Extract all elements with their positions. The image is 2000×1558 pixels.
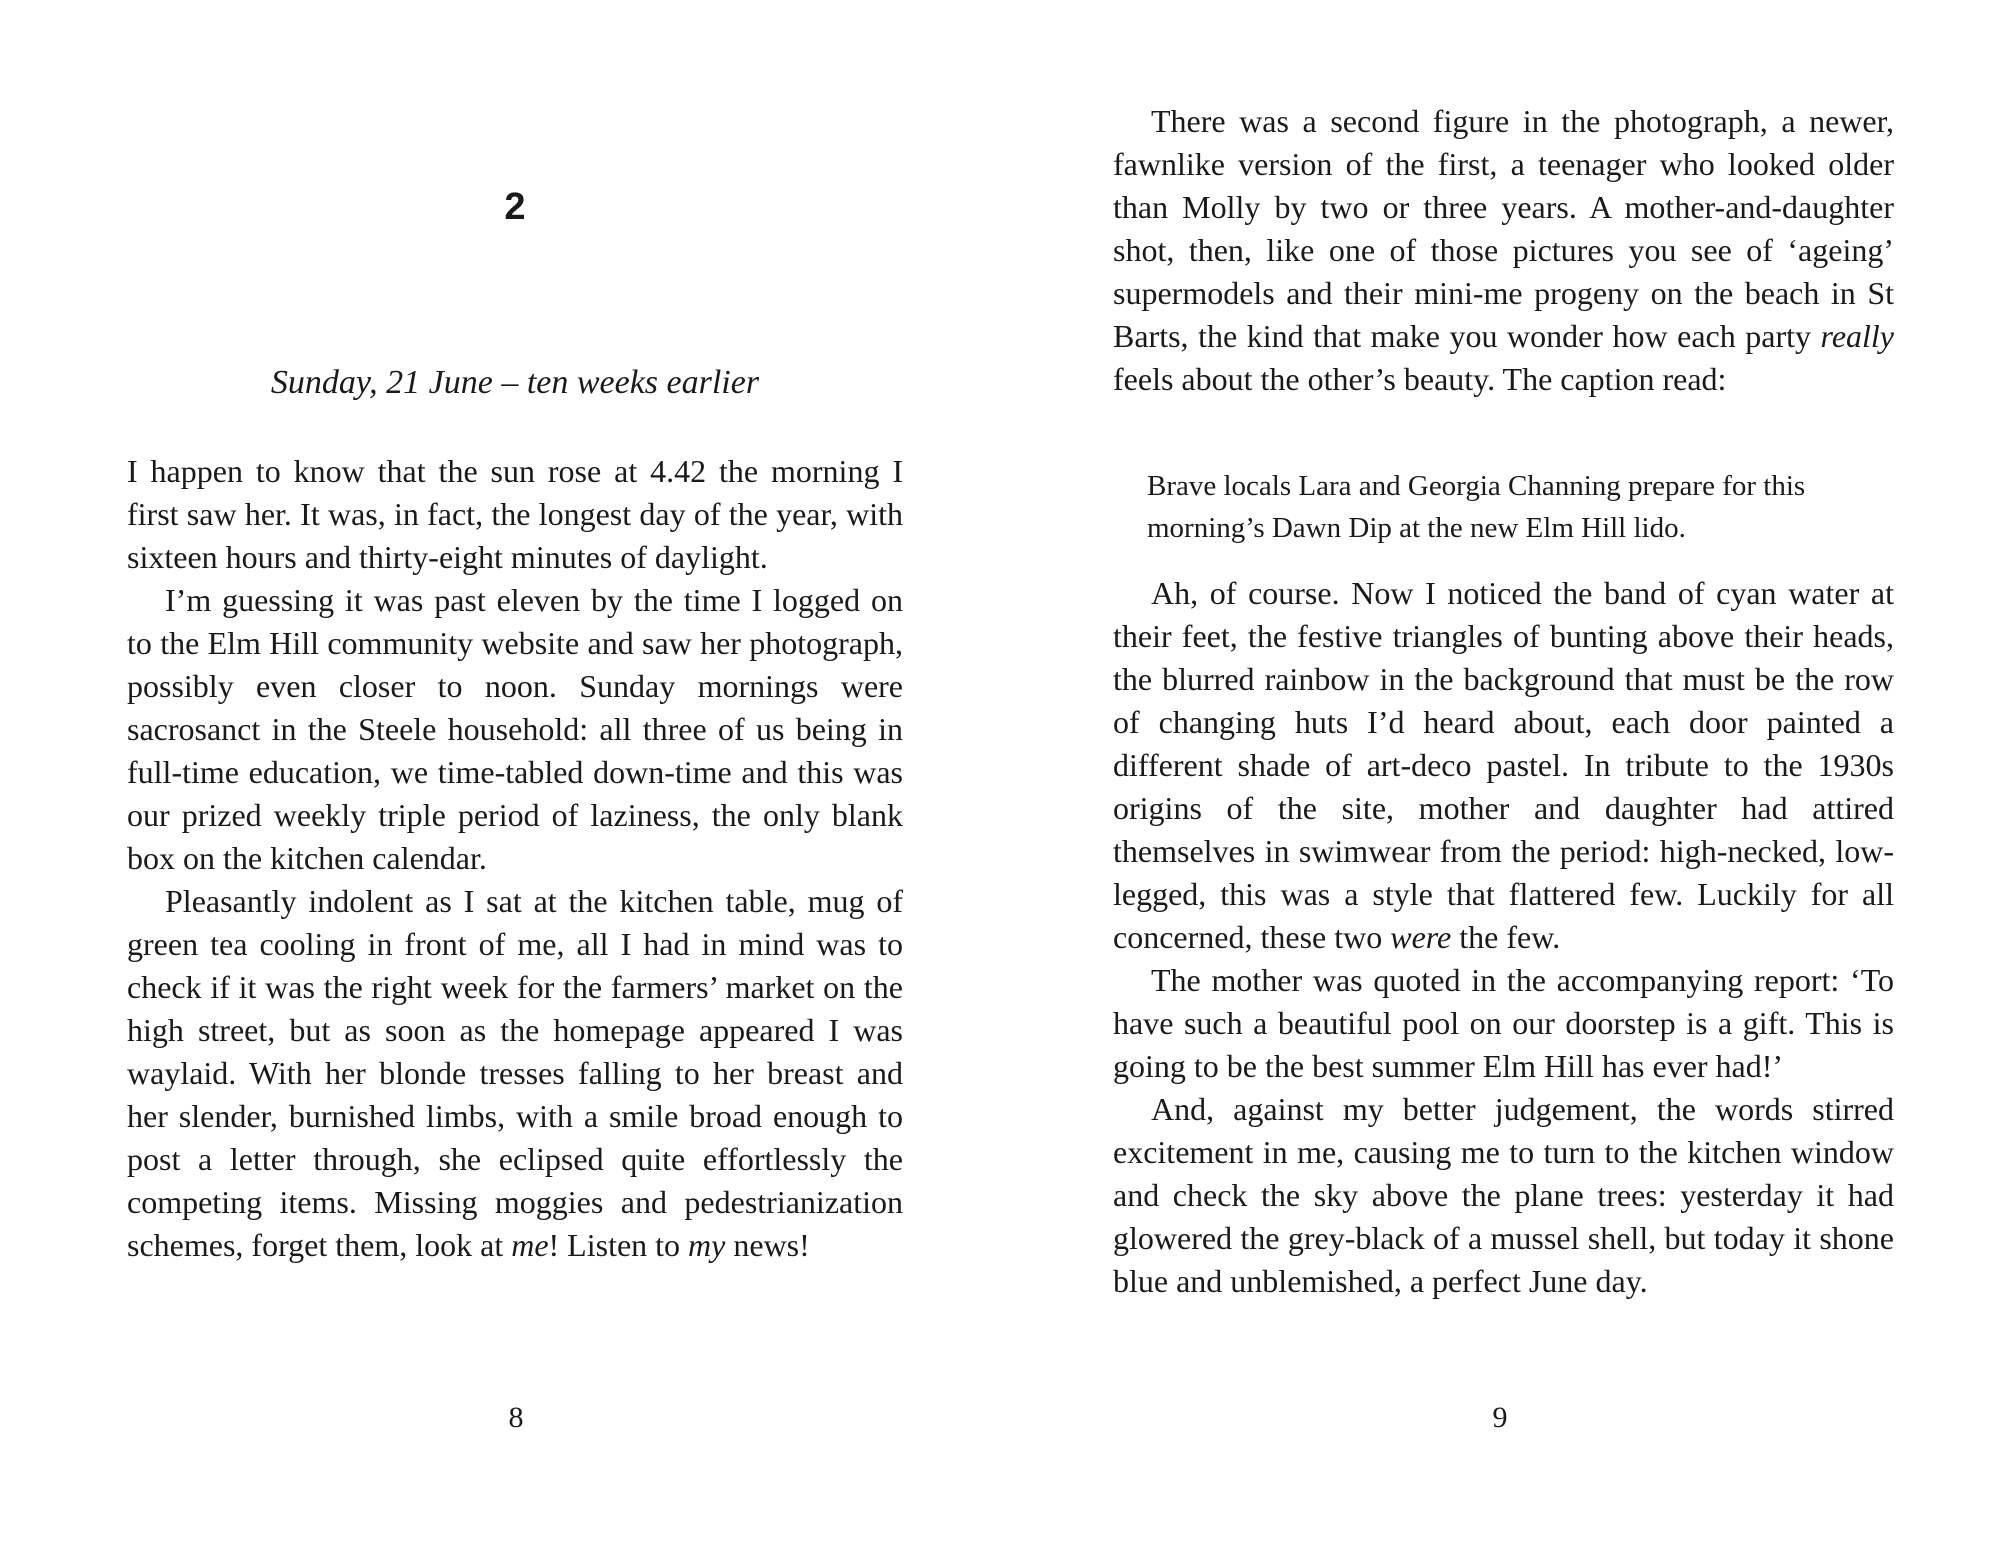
page-number: 8 xyxy=(508,1401,524,1434)
paragraph-text: Pleasantly indolent as I sat at the kitchen table, mug of green tea cooling in front of me, all I had in mind was to check if it was the right week for the farmers’ market on the high street, but as soon as the homepage appeared I was waylaid. With her blonde tresses falling to her breast and her slender, burnished limbs, with a smile broad enough to post a letter through, she eclipsed quite effortlessly the competing items. Missing moggies and pedestrianization schemes, forget them, look at xyxy=(127,883,903,1263)
paragraph: I happen to know that the sun rose at 4.42 the morning I first saw her. It was, in fact, the longest day of the year, with sixteen hours and thirty-eight minutes of daylight. xyxy=(127,453,903,575)
paragraph xyxy=(1113,572,1894,959)
paragraph-text: Ah, of course. Now I noticed the band of cyan water at their feet, the festive triangles of bunting above their heads, the blurred rainbow in the background that must be the row of changing huts I’d heard about, each door painted a different shade of art-deco pastel. In tribute to the 1930s origins of the site, mother and daughter had attired themselves in swimwear from the period: high-necked, low-legged, this was a style that flattered few. Luckily for all concerned, these two xyxy=(1113,575,1894,955)
paragraph-text: news! xyxy=(725,1227,810,1263)
right-body-text-bottom xyxy=(1113,572,1894,1303)
paragraph xyxy=(127,880,903,1267)
paragraph-text: the few. xyxy=(1451,919,1561,955)
emphasis-text: my xyxy=(688,1227,726,1263)
chapter-date-heading: Sunday, 21 June – ten weeks earlier xyxy=(270,364,760,401)
paragraph: And, against my better judgement, the words stirred excitement in me, causing me to turn to the kitchen window and check the sky above the plane trees: yesterday it had glowered the grey-black of a mussel shell, but today it shone blue and unblemished, a perfect June day. xyxy=(1113,1091,1894,1299)
paragraph: The mother was quoted in the accompanying report: ‘To have such a beautiful pool on our doorstep is a gift. This is going to be the best summer Elm Hill has ever had!’ xyxy=(1113,962,1894,1084)
paragraph: I’m guessing it was past eleven by the time I logged on to the Elm Hill community website and saw her photograph, possibly even closer to noon. Sunday mornings were sacrosanct in the Steele household: all three of us being in full-time education, we time-tabled down-time and this was our prized weekly triple period of laziness, the only blank box on the kitchen calendar. xyxy=(127,582,903,876)
paragraph xyxy=(1113,100,1894,401)
page-number: 9 xyxy=(1492,1401,1508,1434)
paragraph-text: feels about the other’s beauty. The caption read: xyxy=(1113,361,1727,397)
emphasis-text: me xyxy=(511,1227,549,1263)
chapter-number: 2 xyxy=(504,186,526,228)
emphasis-text: were xyxy=(1390,919,1452,955)
paragraph-text: ! Listen to xyxy=(548,1227,689,1263)
right-page xyxy=(1000,0,2000,1558)
right-body-text-top xyxy=(1113,100,1894,401)
left-body-text xyxy=(127,450,903,1267)
emphasis-text: really xyxy=(1820,318,1894,354)
photo-caption-quote: Brave locals Lara and Georgia Channing prepare for this morning’s Dawn Dip at the new Elm Hill lido. xyxy=(1147,470,1806,544)
paragraph-text: There was a second figure in the photograph, a newer, fawnlike version of the first, a teenager who looked older than Molly by two or three years. A mother-and-daughter shot, then, like one of those pictures you see of ‘ageing’ supermodels and their mini-me progeny on the beach in St Barts, the kind that make you wonder how each party xyxy=(1113,103,1894,354)
